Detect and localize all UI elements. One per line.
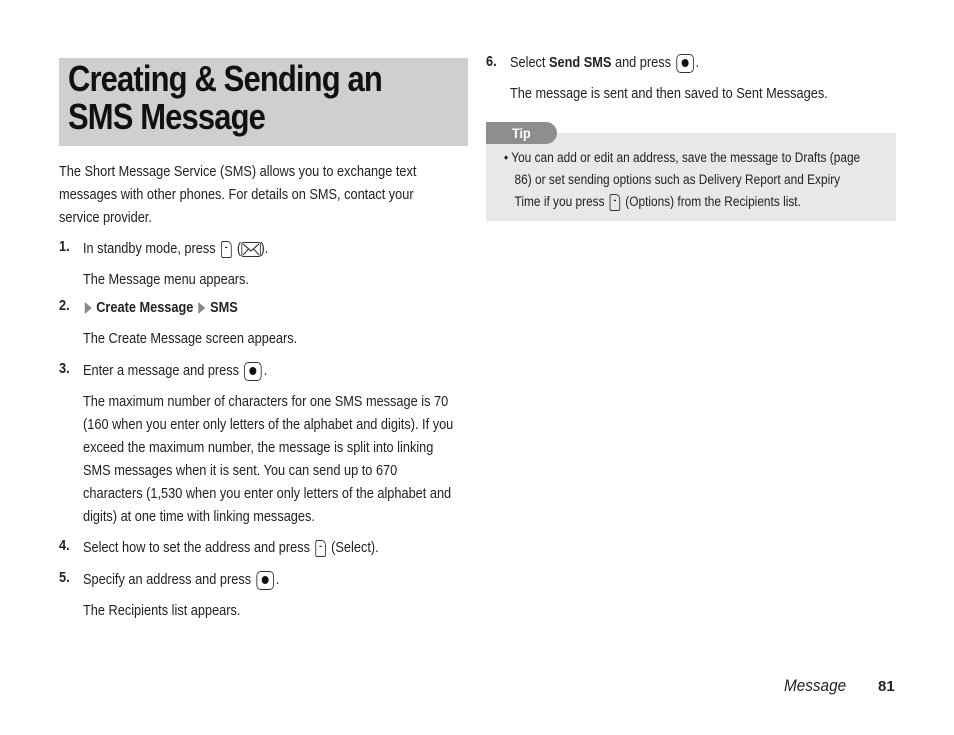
menu-item-send-sms: Send SMS [549,55,612,71]
softkey-glyph: - [319,540,323,552]
intro-line: The Short Message Service (SMS) allows you to exchange text [59,164,417,180]
detail-line: SMS messages when it is sent. You can send up to 670 [83,463,398,479]
menu-item-create-message: Create Message [96,300,194,316]
softkey-glyph: - [613,194,617,206]
detail-line: (160 when you enter only letters of the alphabet and digits). If you [83,417,454,433]
left-softkey-icon [610,194,621,211]
step-4-text [83,537,379,560]
step-1-text [83,238,268,261]
step-number: 2. [59,298,70,314]
step-2-text [83,297,238,320]
page-title-line-2: SMS Message [68,96,266,137]
step-text: Select [510,55,546,71]
step-text: Enter a message and press [83,363,240,379]
tip-line: • You can add or edit an address, save the message to Drafts (page [504,150,861,165]
step-number: 6. [486,54,497,70]
step-2-result: The Create Message screen appears. [83,331,298,347]
page-title-line-1: Creating & Sending an [68,58,382,99]
step-text: . [695,55,700,71]
step-text: and press [614,55,672,71]
footer-section-name: Message [784,676,847,695]
center-key-icon [256,571,274,590]
step-text: . [263,363,268,379]
envelope-icon [241,242,260,257]
arrow-right-icon [199,302,206,314]
tip-label [486,122,557,144]
arrow-right-icon [85,302,92,314]
step-text: (Select). [331,540,379,556]
step-6-result: The message is sent and then saved to Sent Messages. [510,86,828,102]
intro-line: messages with other phones. For details on SMS, contact your [59,187,414,203]
page-number: 81 [878,678,895,695]
detail-line: digits) at one time with linking messages. [83,509,315,525]
step-text: Select how to set the address and press [83,540,310,556]
step-1-result: The Message menu appears. [83,272,249,288]
step-text: ( [236,241,242,257]
tip-text [504,147,860,213]
step-5-result: The Recipients list appears. [83,603,241,619]
menu-item-sms: SMS [210,300,238,316]
center-key-icon [676,54,694,73]
intro-paragraph [59,161,416,230]
left-softkey-icon [315,540,326,557]
detail-line: exceed the maximum number, the message is split into linking [83,440,434,456]
center-key-icon [244,362,262,381]
intro-line: service provider. [59,210,152,226]
tip-label-text: Tip [512,125,531,141]
tip-line: 86) or set sending options such as Delivery Report and Expiry [514,172,841,187]
tip-text-part: (Options) from the Recipients list. [625,194,801,209]
step-number: 1. [59,239,70,255]
step-text: In standby mode, press [83,241,216,257]
step-number: 5. [59,570,70,586]
page-title [68,60,472,136]
step-number: 4. [59,538,70,554]
step-6-text [510,52,699,75]
step-text: Specify an address and press [83,572,252,588]
tip-text-part: Time if you press [514,194,605,209]
left-softkey-icon [221,241,232,258]
detail-line: characters (1,530 when you enter only letters of the alphabet and [83,486,452,502]
step-text: . [275,572,280,588]
softkey-glyph: - [224,241,228,253]
step-3-text [83,360,267,383]
step-number: 3. [59,361,70,377]
title-banner [59,58,468,146]
tip-line [504,191,860,213]
step-3-detail [83,391,453,529]
detail-line: The maximum number of characters for one SMS message is 70 [83,394,449,410]
step-5-text [83,569,279,592]
step-text: ). [260,241,269,257]
